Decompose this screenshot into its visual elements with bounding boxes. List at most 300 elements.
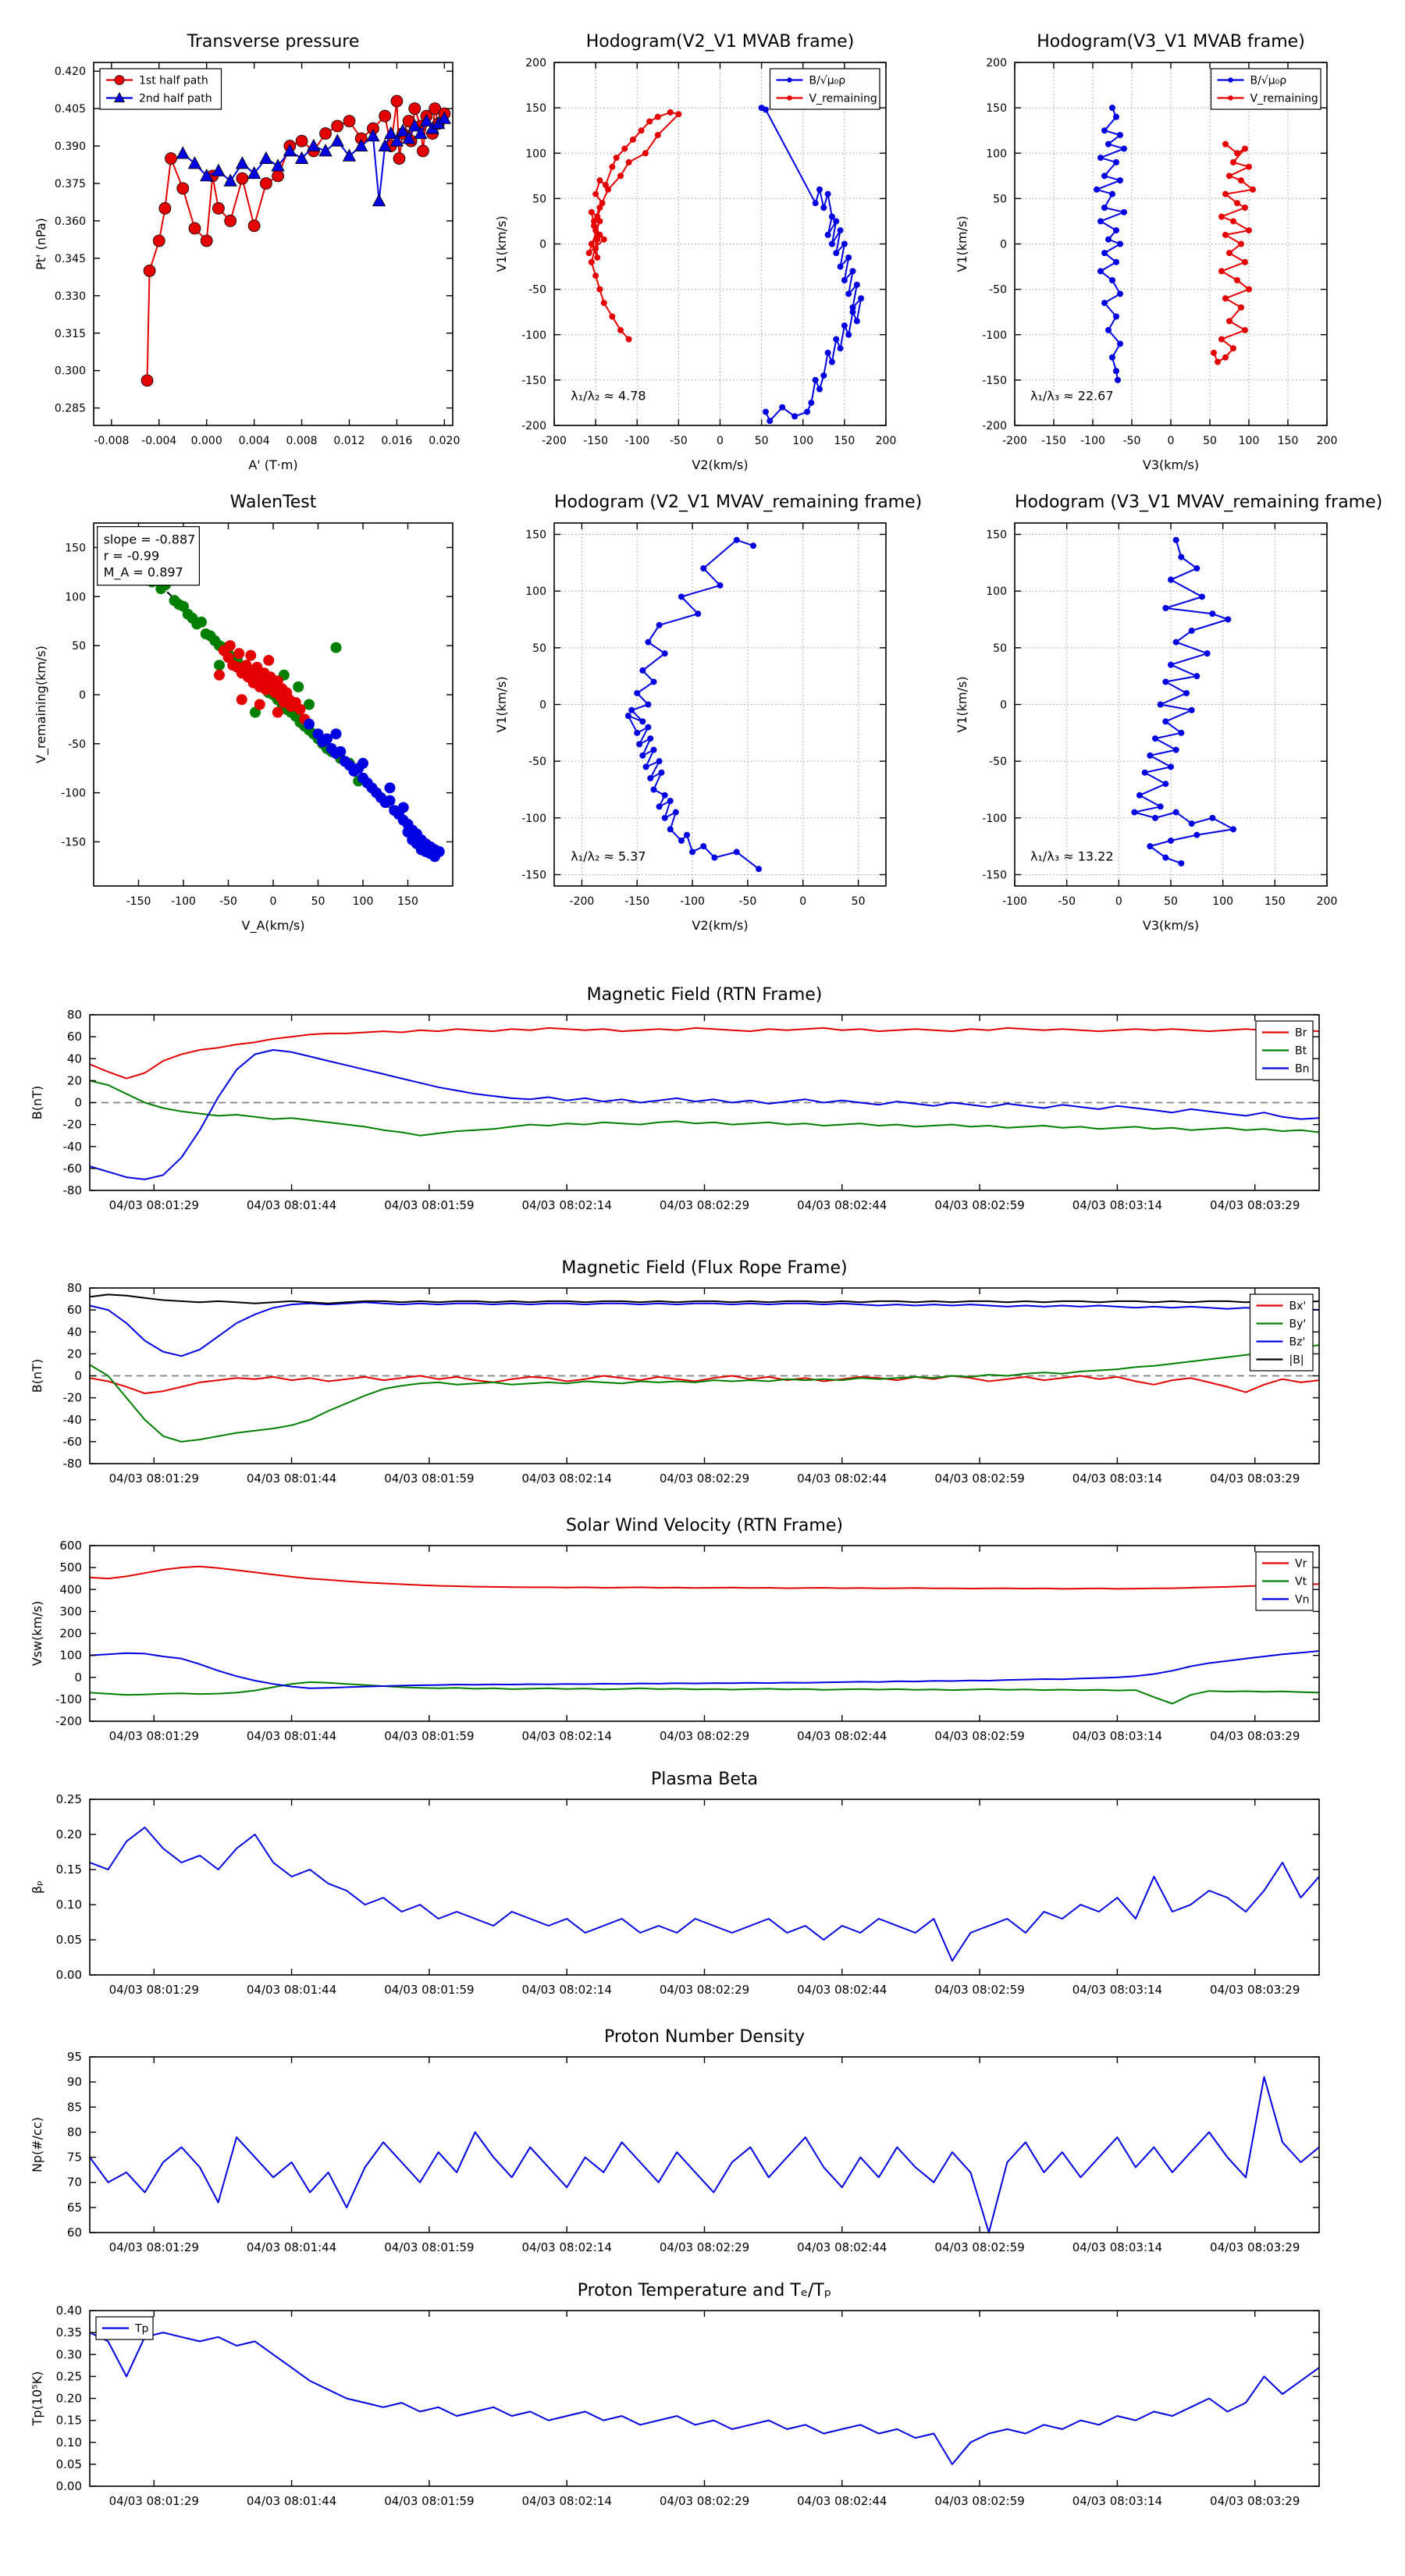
panel-solar-wind-velocity (0, 1507, 1405, 1764)
tick-labels (56, 1792, 1300, 1997)
svg-text:Pt' (nPa): Pt' (nPa) (34, 218, 48, 270)
svg-text:150: 150 (1264, 895, 1286, 908)
hodogram-v2v1-mvab-chart (490, 20, 912, 500)
panel-magnetic-field-rtn (0, 976, 1405, 1233)
svg-text:V_A(km/s): V_A(km/s) (241, 918, 305, 933)
svg-text:04/03 08:03:29: 04/03 08:03:29 (1210, 1729, 1300, 1743)
svg-text:Br: Br (1295, 1026, 1307, 1040)
svg-text:50: 50 (851, 895, 866, 908)
grid (1015, 62, 1327, 425)
magnetic-field-rtn-chart (0, 976, 1405, 1233)
transverse-pressure-chart (12, 20, 488, 500)
panel-transverse-pressure (12, 20, 488, 500)
svg-text:400: 400 (59, 1582, 82, 1597)
svg-text:0.25: 0.25 (55, 2369, 82, 2384)
svg-text:0.285: 0.285 (54, 402, 86, 415)
panel-hodogram-v3v1-mvab (943, 20, 1357, 500)
svg-text:80: 80 (66, 1281, 82, 1295)
svg-text:-100: -100 (55, 1692, 82, 1706)
svg-text:150: 150 (525, 102, 546, 116)
axes-frame (90, 2311, 1319, 2486)
svg-text:-20: -20 (62, 1117, 82, 1132)
svg-text:0.15: 0.15 (55, 2413, 82, 2428)
chart-title: Hodogram (V2_V1 MVAV_remaining frame) (554, 493, 923, 512)
svg-text:V_remaining: V_remaining (809, 92, 877, 105)
svg-text:50: 50 (1203, 435, 1217, 447)
svg-text:-150: -150 (1041, 435, 1066, 447)
svg-text:50: 50 (993, 193, 1007, 206)
svg-text:04/03 08:02:59: 04/03 08:02:59 (934, 1198, 1025, 1212)
svg-text:04/03 08:03:14: 04/03 08:03:14 (1072, 1198, 1163, 1212)
svg-text:600: 600 (59, 1539, 82, 1553)
svg-text:-200: -200 (1002, 435, 1027, 447)
svg-text:100: 100 (1212, 895, 1234, 908)
svg-text:-100: -100 (624, 435, 650, 447)
ticks (90, 1799, 1319, 1975)
series-Vr (90, 1567, 1319, 1589)
svg-text:0.40: 0.40 (55, 2304, 82, 2318)
chart-title: Transverse pressure (187, 32, 360, 52)
svg-text:04/03 08:01:29: 04/03 08:01:29 (108, 2494, 199, 2508)
svg-text:04/03 08:02:44: 04/03 08:02:44 (797, 1729, 887, 1743)
series-1st half path (139, 92, 450, 386)
svg-text:0.10: 0.10 (55, 1898, 82, 1912)
svg-text:100: 100 (986, 585, 1007, 599)
svg-text:04/03 08:02:14: 04/03 08:02:14 (521, 1729, 612, 1743)
svg-text:65: 65 (66, 2200, 82, 2215)
svg-text:04/03 08:02:44: 04/03 08:02:44 (797, 1198, 887, 1212)
svg-text:βₚ: βₚ (30, 1880, 44, 1895)
svg-text:-150: -150 (61, 836, 86, 849)
hodogram-v3v1-mvab-chart (943, 20, 1357, 500)
svg-text:150: 150 (65, 542, 86, 555)
svg-text:-60: -60 (62, 1434, 82, 1449)
svg-text:04/03 08:01:29: 04/03 08:01:29 (108, 1983, 199, 1997)
axes-frame (90, 1799, 1319, 1975)
panel-plasma-beta (0, 1760, 1405, 2022)
legend (100, 69, 222, 109)
svg-text:Bt: Bt (1295, 1044, 1307, 1058)
svg-text:λ₁/λ₃ ≈ 22.67: λ₁/λ₃ ≈ 22.67 (1030, 388, 1114, 404)
chart-title: Hodogram(V2_V1 MVAB frame) (585, 32, 855, 52)
svg-text:-50: -50 (528, 283, 546, 297)
svg-text:100: 100 (986, 148, 1007, 161)
svg-text:60: 60 (66, 2226, 82, 2240)
svg-text:200: 200 (59, 1626, 82, 1641)
axes-frame (90, 1546, 1319, 1721)
svg-text:04/03 08:02:59: 04/03 08:02:59 (934, 1471, 1025, 1485)
svg-text:0: 0 (1167, 435, 1175, 447)
svg-text:04/03 08:01:59: 04/03 08:01:59 (384, 2494, 475, 2508)
svg-text:-0.008: -0.008 (94, 435, 130, 447)
svg-text:04/03 08:02:44: 04/03 08:02:44 (797, 2240, 887, 2254)
series-Vn (90, 1651, 1319, 1688)
svg-text:-200: -200 (569, 895, 595, 908)
svg-text:B(nT): B(nT) (30, 1358, 44, 1393)
svg-text:V3(km/s): V3(km/s) (1142, 918, 1200, 933)
plot-area (133, 564, 445, 862)
svg-text:04/03 08:01:29: 04/03 08:01:29 (108, 2240, 199, 2254)
svg-text:04/03 08:03:14: 04/03 08:03:14 (1072, 2494, 1163, 2508)
svg-text:200: 200 (1316, 435, 1338, 447)
svg-text:0.10: 0.10 (55, 2435, 82, 2450)
svg-text:04/03 08:01:59: 04/03 08:01:59 (384, 1198, 475, 1212)
legend (770, 69, 880, 109)
svg-text:50: 50 (532, 642, 546, 655)
svg-text:-100: -100 (61, 787, 86, 800)
svg-text:0.330: 0.330 (54, 290, 86, 303)
svg-text:40: 40 (66, 1325, 82, 1340)
svg-text:λ₁/λ₂ ≈ 4.78: λ₁/λ₂ ≈ 4.78 (571, 388, 646, 404)
svg-text:0.300: 0.300 (54, 365, 86, 378)
svg-text:B(nT): B(nT) (30, 1085, 44, 1120)
svg-text:50: 50 (532, 193, 546, 206)
svg-text:0.375: 0.375 (54, 178, 86, 190)
svg-text:80: 80 (66, 2125, 82, 2140)
svg-text:04/03 08:01:44: 04/03 08:01:44 (246, 1471, 337, 1485)
svg-text:04/03 08:03:14: 04/03 08:03:14 (1072, 1983, 1163, 1997)
svg-text:0: 0 (74, 1670, 82, 1685)
chart-title: WalenTest (229, 493, 317, 512)
svg-text:04/03 08:03:29: 04/03 08:03:29 (1210, 1198, 1300, 1212)
svg-text:0.05: 0.05 (55, 2457, 82, 2471)
svg-text:A' (T·m): A' (T·m) (248, 457, 298, 472)
svg-text:04/03 08:02:44: 04/03 08:02:44 (797, 2494, 887, 2508)
svg-text:04/03 08:02:59: 04/03 08:02:59 (934, 1983, 1025, 1997)
tick-labels (67, 2050, 1300, 2254)
svg-text:80: 80 (66, 1008, 82, 1022)
svg-text:0.05: 0.05 (55, 1933, 82, 1947)
svg-text:04/03 08:02:59: 04/03 08:02:59 (934, 2494, 1025, 2508)
svg-text:By': By' (1289, 1318, 1307, 1331)
svg-text:B/√μ₀ρ: B/√μ₀ρ (809, 74, 846, 87)
chart-title: Magnetic Field (RTN Frame) (586, 985, 823, 1005)
svg-text:0.008: 0.008 (286, 435, 318, 447)
svg-text:-50: -50 (989, 283, 1007, 297)
svg-text:300: 300 (59, 1604, 82, 1619)
svg-text:04/03 08:03:29: 04/03 08:03:29 (1210, 2240, 1300, 2254)
series-By' (90, 1345, 1319, 1442)
svg-text:1st half path: 1st half path (139, 74, 208, 87)
panel-proton-temperature (0, 2272, 1405, 2533)
legend (1250, 1294, 1314, 1371)
svg-text:0: 0 (269, 895, 277, 908)
chart-title: Hodogram (V3_V1 MVAV_remaining frame) (1015, 493, 1383, 512)
svg-text:0.35: 0.35 (55, 2325, 82, 2340)
svg-text:04/03 08:02:59: 04/03 08:02:59 (934, 2240, 1025, 2254)
plot-area (90, 1028, 1319, 1179)
svg-text:B/√μ₀ρ: B/√μ₀ρ (1250, 74, 1287, 87)
svg-text:0.016: 0.016 (381, 435, 413, 447)
svg-text:100: 100 (525, 585, 546, 599)
svg-text:50: 50 (311, 895, 325, 908)
svg-text:2nd half path: 2nd half path (139, 92, 212, 105)
proton-temperature-chart (0, 2272, 1405, 2533)
svg-text:|B|: |B| (1289, 1354, 1304, 1367)
svg-text:0.00: 0.00 (55, 1968, 82, 1982)
svg-text:0.000: 0.000 (190, 435, 222, 447)
svg-text:V_remaining(km/s): V_remaining(km/s) (34, 646, 48, 763)
svg-text:100: 100 (792, 435, 814, 447)
svg-text:04/03 08:02:29: 04/03 08:02:29 (659, 1729, 750, 1743)
svg-text:04/03 08:01:59: 04/03 08:01:59 (384, 1729, 475, 1743)
svg-text:-150: -150 (521, 374, 546, 387)
svg-text:-200: -200 (521, 420, 546, 432)
svg-text:-0.004: -0.004 (141, 435, 177, 447)
svg-text:04/03 08:02:14: 04/03 08:02:14 (521, 1983, 612, 1997)
svg-text:0.012: 0.012 (333, 435, 365, 447)
svg-text:-200: -200 (982, 420, 1007, 432)
tick-labels (63, 1008, 1300, 1212)
ticks (90, 2057, 1319, 2233)
svg-text:0.345: 0.345 (54, 252, 86, 265)
svg-text:-100: -100 (982, 812, 1007, 825)
series-Tp (90, 2332, 1319, 2464)
svg-text:04/03 08:03:29: 04/03 08:03:29 (1210, 1471, 1300, 1485)
chart-title: Hodogram(V3_V1 MVAB frame) (1037, 32, 1305, 52)
svg-text:150: 150 (1277, 435, 1299, 447)
svg-text:100: 100 (1238, 435, 1260, 447)
svg-text:0.15: 0.15 (55, 1863, 82, 1877)
plot-area (90, 1567, 1319, 1704)
svg-text:04/03 08:02:29: 04/03 08:02:29 (659, 1471, 750, 1485)
series-Vt (90, 1682, 1319, 1704)
svg-text:04/03 08:02:29: 04/03 08:02:29 (659, 2494, 750, 2508)
svg-text:-20: -20 (62, 1390, 82, 1405)
chart-title: Solar Wind Velocity (RTN Frame) (566, 1516, 843, 1535)
svg-text:0: 0 (79, 688, 86, 702)
svg-text:150: 150 (834, 435, 855, 447)
svg-text:04/03 08:02:14: 04/03 08:02:14 (521, 2240, 612, 2254)
grid (554, 62, 886, 425)
svg-text:04/03 08:01:44: 04/03 08:01:44 (246, 2240, 337, 2254)
svg-text:λ₁/λ₂ ≈ 5.37: λ₁/λ₂ ≈ 5.37 (571, 849, 646, 864)
svg-text:-150: -150 (583, 435, 609, 447)
tick-labels (61, 542, 418, 908)
svg-text:0.00: 0.00 (55, 2479, 82, 2493)
svg-text:0.390: 0.390 (54, 141, 86, 154)
svg-text:150: 150 (986, 102, 1007, 116)
series-Bz' (90, 1302, 1319, 1356)
ticks (90, 2311, 1319, 2486)
series-blue-0 (1131, 537, 1236, 866)
tick-labels (55, 1539, 1300, 1743)
svg-text:-50: -50 (1122, 435, 1141, 447)
svg-text:100: 100 (352, 895, 374, 908)
svg-text:-80: -80 (62, 1183, 82, 1197)
svg-text:50: 50 (993, 642, 1007, 655)
ticks (90, 1546, 1319, 1721)
svg-text:04/03 08:01:44: 04/03 08:01:44 (246, 2494, 337, 2508)
series-blue-2 (304, 719, 445, 863)
svg-text:04/03 08:03:14: 04/03 08:03:14 (1072, 2240, 1163, 2254)
svg-text:04/03 08:02:14: 04/03 08:02:14 (521, 1471, 612, 1485)
svg-text:04/03 08:03:14: 04/03 08:03:14 (1072, 1729, 1163, 1743)
svg-text:04/03 08:02:29: 04/03 08:02:29 (659, 2240, 750, 2254)
svg-text:40: 40 (66, 1051, 82, 1066)
series-B/√μ₀ρ (759, 105, 865, 424)
chart-title: Proton Number Density (604, 2027, 805, 2047)
series-|B| (90, 1294, 1319, 1303)
tick-labels (55, 66, 460, 447)
svg-text:0.405: 0.405 (54, 103, 86, 116)
svg-text:0: 0 (1000, 699, 1007, 712)
svg-text:M_A = 0.897: M_A = 0.897 (103, 564, 183, 580)
svg-text:-150: -150 (521, 869, 546, 882)
svg-text:-150: -150 (126, 895, 151, 908)
svg-text:150: 150 (397, 895, 418, 908)
axes-frame (90, 2057, 1319, 2233)
plasma-beta-chart (0, 1760, 1405, 2022)
series-blue-0 (90, 1827, 1319, 1961)
svg-text:04/03 08:02:14: 04/03 08:02:14 (521, 1198, 612, 1212)
tick-labels (56, 2304, 1300, 2508)
proton-density-chart (0, 2018, 1405, 2275)
series-blue-0 (90, 2077, 1319, 2233)
tick-labels (63, 1281, 1300, 1485)
panel-hodogram-v2v1-mvav (490, 480, 923, 964)
panel-proton-density (0, 2018, 1405, 2275)
svg-text:-40: -40 (62, 1139, 82, 1154)
svg-text:04/03 08:01:29: 04/03 08:01:29 (108, 1471, 199, 1485)
svg-text:-100: -100 (171, 895, 196, 908)
chart-title: Plasma Beta (651, 1770, 758, 1789)
svg-text:04/03 08:01:29: 04/03 08:01:29 (108, 1198, 199, 1212)
svg-text:0: 0 (539, 699, 546, 712)
svg-text:60: 60 (66, 1303, 82, 1318)
svg-text:200: 200 (525, 57, 546, 69)
svg-text:V3(km/s): V3(km/s) (1142, 457, 1200, 472)
svg-text:Tp(10⁵K): Tp(10⁵K) (30, 2371, 44, 2426)
svg-text:-100: -100 (521, 329, 546, 342)
svg-text:100: 100 (525, 148, 546, 161)
chart-title: Magnetic Field (Flux Rope Frame) (561, 1258, 848, 1278)
svg-text:200: 200 (986, 57, 1007, 69)
svg-text:04/03 08:02:29: 04/03 08:02:29 (659, 1983, 750, 1997)
svg-text:0: 0 (799, 895, 807, 908)
svg-text:0.420: 0.420 (54, 66, 86, 79)
svg-text:50: 50 (754, 435, 769, 447)
svg-text:-150: -150 (982, 869, 1007, 882)
svg-text:-50: -50 (219, 895, 237, 908)
svg-text:-40: -40 (62, 1412, 82, 1427)
svg-text:-60: -60 (62, 1161, 82, 1176)
svg-text:04/03 08:01:44: 04/03 08:01:44 (246, 1729, 337, 1743)
svg-text:-100: -100 (982, 329, 1007, 342)
svg-text:V1(km/s): V1(km/s) (955, 676, 969, 733)
magnetic-field-fluxrope-chart (0, 1249, 1405, 1507)
svg-text:Vn: Vn (1295, 1593, 1310, 1606)
svg-text:90: 90 (66, 2075, 82, 2090)
plot-area (139, 92, 450, 386)
svg-text:-100: -100 (521, 812, 546, 825)
legend (96, 2317, 153, 2339)
svg-text:20: 20 (66, 1073, 82, 1088)
svg-text:0: 0 (74, 1368, 82, 1383)
svg-text:150: 150 (525, 528, 546, 542)
svg-text:-80: -80 (62, 1457, 82, 1471)
svg-text:04/03 08:02:29: 04/03 08:02:29 (659, 1198, 750, 1212)
legend (1256, 1021, 1313, 1080)
svg-text:04/03 08:01:59: 04/03 08:01:59 (384, 2240, 475, 2254)
svg-text:-50: -50 (989, 756, 1007, 769)
panel-hodogram-v3v1-mvav (943, 480, 1383, 964)
svg-text:04/03 08:01:59: 04/03 08:01:59 (384, 1983, 475, 1997)
plot-area (586, 105, 865, 424)
svg-text:0.315: 0.315 (54, 327, 86, 340)
series-V_remaining (586, 109, 682, 343)
plot-area (90, 2077, 1319, 2233)
svg-text:50: 50 (1164, 895, 1178, 908)
svg-text:75: 75 (66, 2150, 82, 2165)
svg-text:Np(#/cc): Np(#/cc) (30, 2117, 44, 2172)
svg-text:200: 200 (1316, 895, 1338, 908)
legend (1256, 1552, 1313, 1610)
svg-text:-100: -100 (1002, 895, 1027, 908)
chart-title: Proton Temperature and Tₑ/Tₚ (577, 2281, 832, 2300)
svg-text:0: 0 (1115, 895, 1122, 908)
svg-text:85: 85 (66, 2100, 82, 2115)
svg-text:04/03 08:03:29: 04/03 08:03:29 (1210, 1983, 1300, 1997)
svg-text:Bz': Bz' (1289, 1336, 1306, 1349)
svg-text:60: 60 (66, 1030, 82, 1044)
plot-area (90, 2332, 1319, 2464)
svg-text:20: 20 (66, 1347, 82, 1361)
svg-text:V2(km/s): V2(km/s) (692, 918, 749, 933)
svg-text:0.20: 0.20 (55, 2391, 82, 2406)
svg-text:0.360: 0.360 (54, 215, 86, 228)
svg-text:04/03 08:03:29: 04/03 08:03:29 (1210, 2494, 1300, 2508)
svg-text:100: 100 (65, 591, 86, 604)
svg-text:04/03 08:02:44: 04/03 08:02:44 (797, 1983, 887, 1997)
svg-text:04/03 08:02:59: 04/03 08:02:59 (934, 1729, 1025, 1743)
svg-text:-50: -50 (68, 738, 86, 751)
svg-text:95: 95 (66, 2050, 82, 2064)
svg-text:V1(km/s): V1(km/s) (494, 676, 509, 733)
svg-text:04/03 08:03:14: 04/03 08:03:14 (1072, 1471, 1163, 1485)
svg-text:Vr: Vr (1295, 1557, 1307, 1571)
panel-hodogram-v2v1-mvab (490, 20, 912, 500)
svg-text:0.30: 0.30 (55, 2347, 82, 2362)
panel-magnetic-field-fluxrope (0, 1249, 1405, 1507)
series-Br (90, 1028, 1319, 1079)
svg-text:Vsw(km/s): Vsw(km/s) (30, 1600, 44, 1667)
svg-text:-50: -50 (738, 895, 757, 908)
svg-text:Bn: Bn (1295, 1062, 1310, 1076)
svg-text:V2(km/s): V2(km/s) (692, 457, 749, 472)
svg-text:Bx': Bx' (1289, 1300, 1307, 1313)
svg-text:-50: -50 (669, 435, 688, 447)
svg-text:-50: -50 (1058, 895, 1076, 908)
plot-area (90, 1294, 1319, 1442)
svg-text:04/03 08:02:14: 04/03 08:02:14 (521, 2494, 612, 2508)
svg-text:50: 50 (72, 640, 86, 653)
svg-text:V1(km/s): V1(km/s) (494, 215, 509, 272)
svg-text:100: 100 (59, 1648, 82, 1663)
svg-text:V1(km/s): V1(km/s) (955, 215, 969, 272)
svg-text:λ₁/λ₃ ≈ 13.22: λ₁/λ₃ ≈ 13.22 (1030, 849, 1114, 864)
svg-text:0.004: 0.004 (238, 435, 270, 447)
svg-text:04/03 08:02:44: 04/03 08:02:44 (797, 1471, 887, 1485)
series-Bn (90, 1050, 1319, 1179)
panel-walen-test (12, 480, 488, 964)
svg-text:-100: -100 (1080, 435, 1105, 447)
hodogram-v2v1-mvav-chart (490, 480, 923, 964)
solar-wind-velocity-chart (0, 1507, 1405, 1764)
svg-text:0: 0 (74, 1095, 82, 1110)
svg-text:200: 200 (875, 435, 897, 447)
svg-text:-200: -200 (542, 435, 567, 447)
